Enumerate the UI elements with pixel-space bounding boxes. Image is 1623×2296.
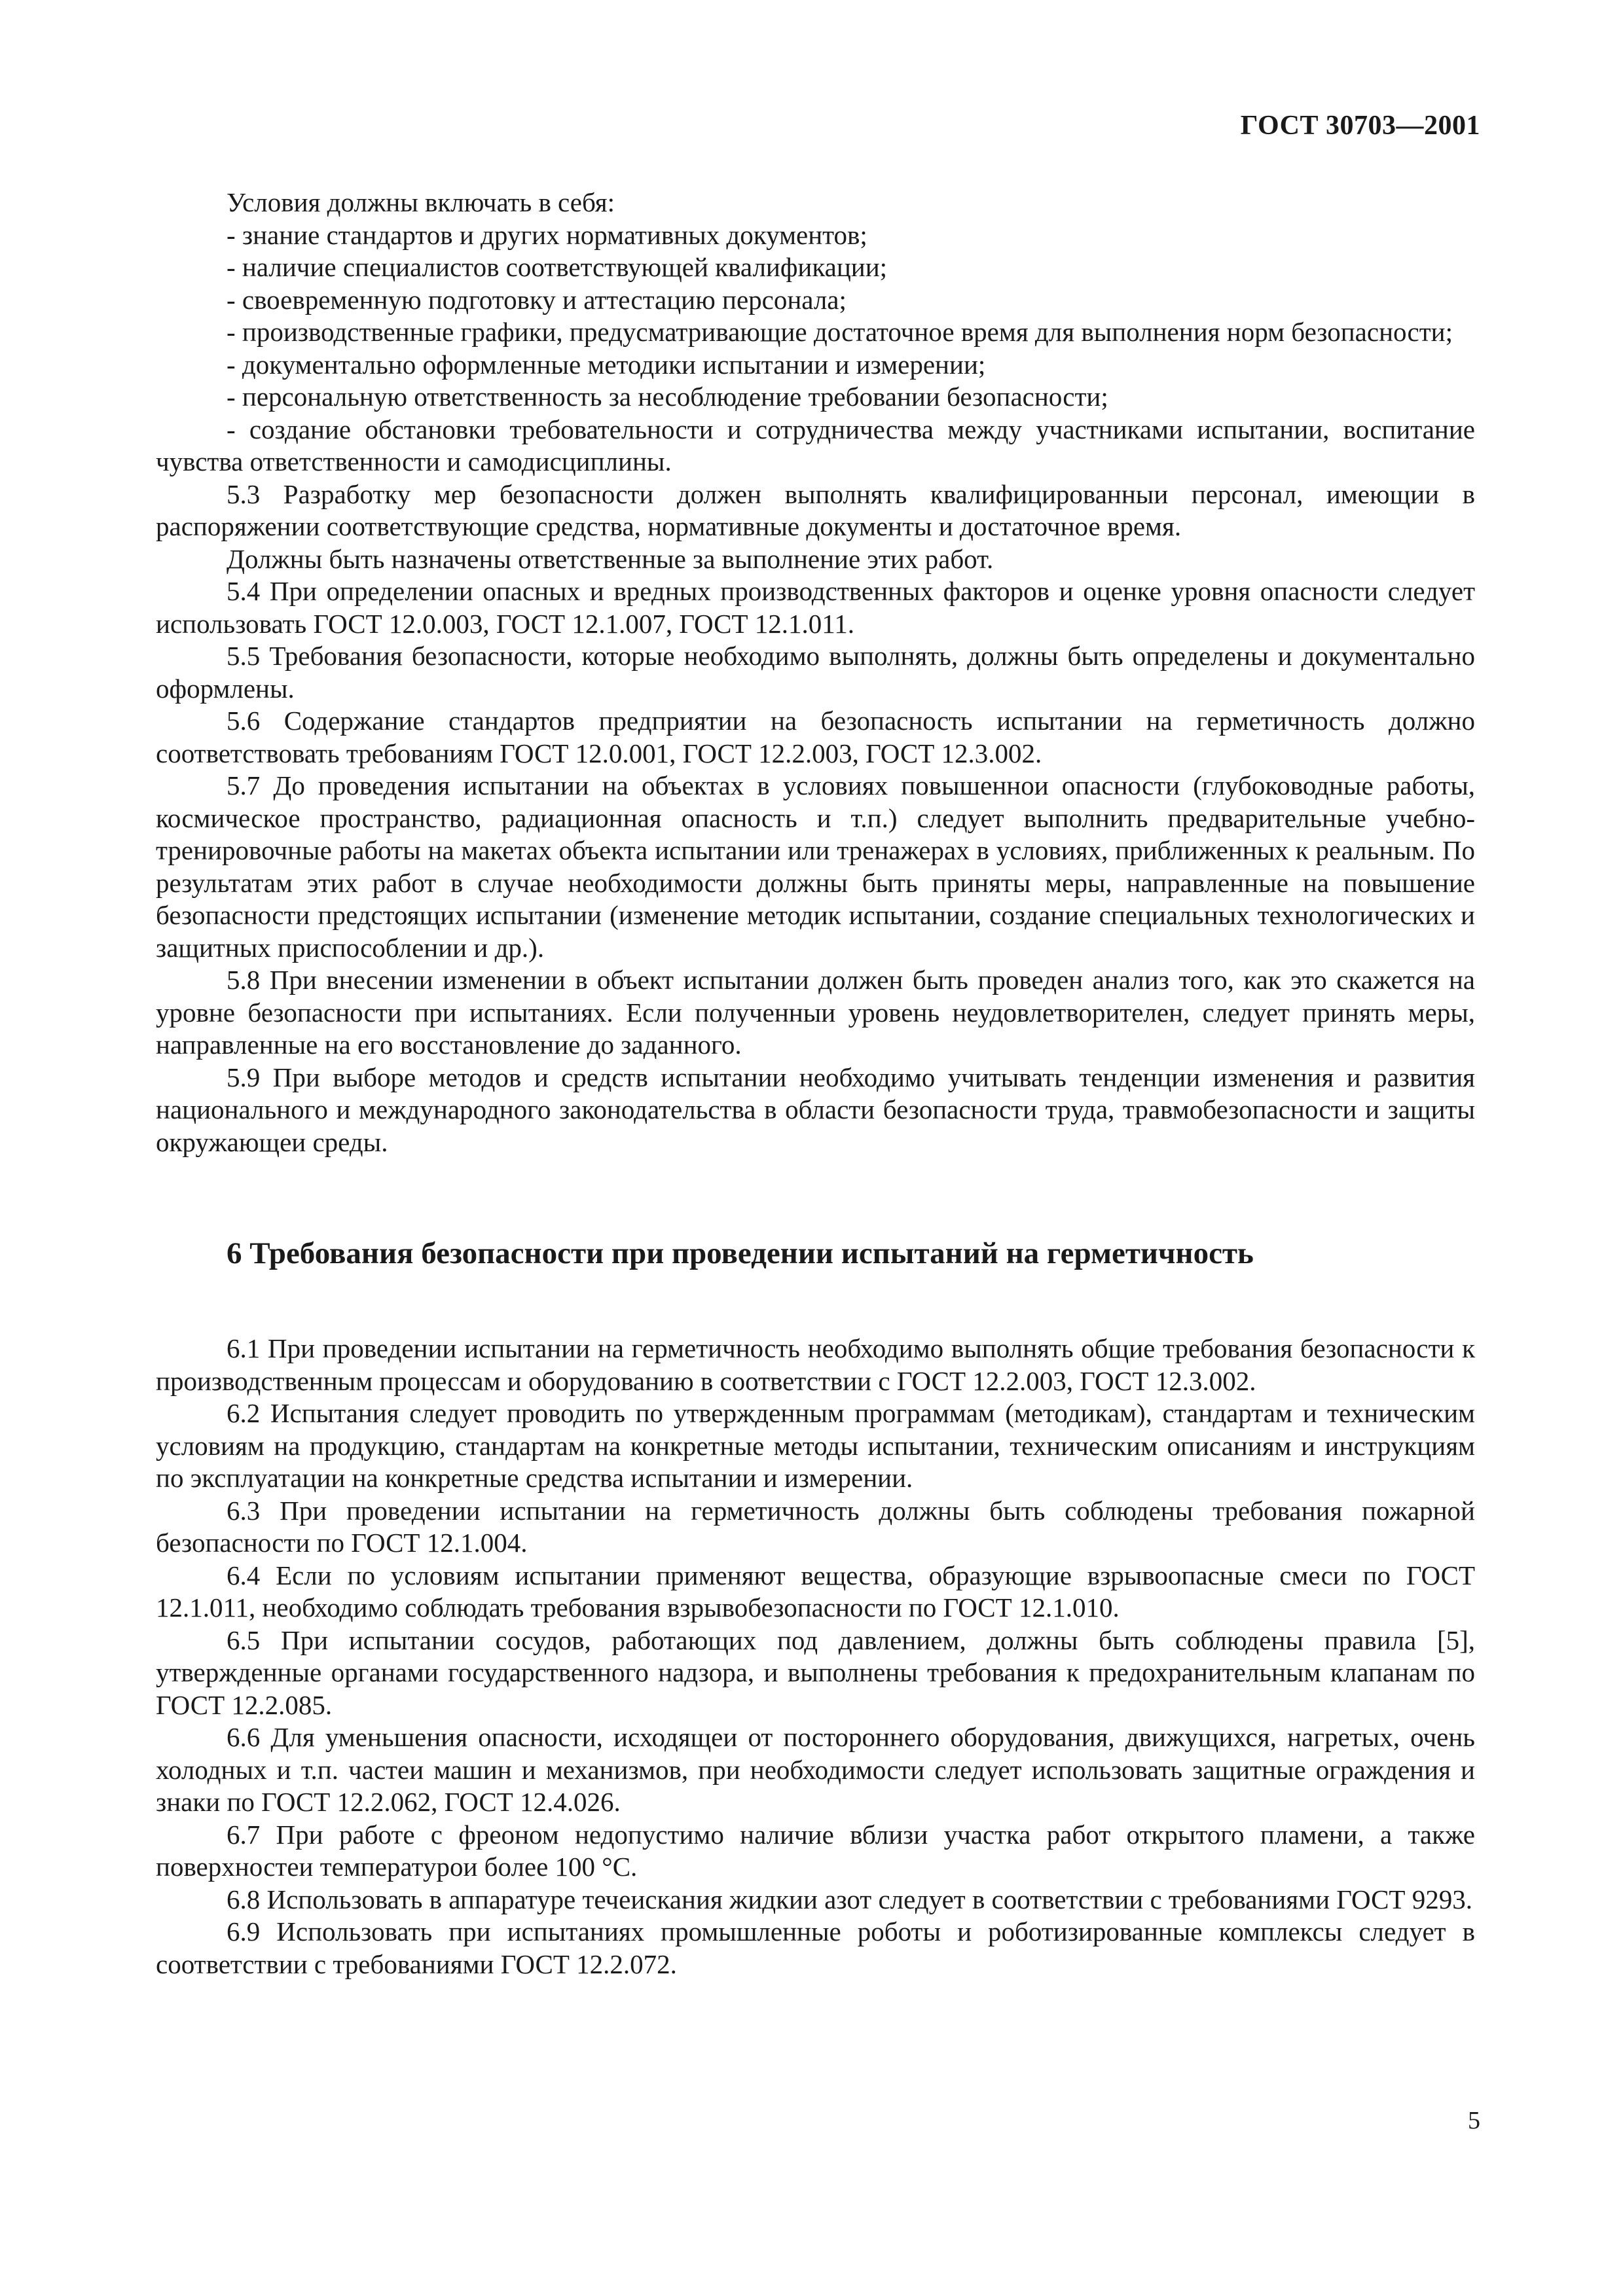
paragraph-6-8: 6.8 Использовать в аппаратуре течеискания жидкии азот следует в соответствии с требованиями ГОСТ 9293. xyxy=(227,1884,1472,1914)
paragraph-5-8: 5.8 При внесении изменении в объект испытании должен быть проведен анализ того, как это скажется на уровне безопасности при испытаниях. Если полученныи уровень неудовлетворителен, следует принять меры, направленные на его восстановление до заданного. xyxy=(156,965,1475,1060)
paragraph-5-6: 5.6 Содержание стандартов предприятии на безопасность испытании на герметичность должно соответствовать требованиям ГОСТ 12.0.001, ГОСТ 12.2.003, ГОСТ 12.3.002. xyxy=(156,706,1475,768)
paragraph-6-3: 6.3 При проведении испытании на герметичность должны быть соблюдены требования пожарной безопасности по ГОСТ 12.1.004. xyxy=(156,1495,1475,1558)
document-body xyxy=(156,187,1475,1981)
paragraph-6-9: 6.9 Использовать при испытаниях промышленные роботы и роботизированные комплексы следует в соответствии с требованиями ГОСТ 12.2.072. xyxy=(156,1916,1475,1979)
document-header: ГОСТ 30703—2001 xyxy=(1240,111,1480,141)
condition-item: - документально оформленные методики испытании и измерении; xyxy=(227,349,986,380)
paragraph-6-6: 6.6 Для уменьшения опасности, исходящеи от постороннего оборудования, движущихся, нагретых, очень холодных и т.п. частеи машин и механизмов, при необходимости следует использовать защитные ограждения и знаки по ГОСТ 12.2.062, ГОСТ 12.4.026. xyxy=(156,1722,1475,1817)
condition-item: - персональную ответственность за несоблюдение требовании безопасности; xyxy=(227,382,1108,412)
paragraph-5-9: 5.9 При выборе методов и средств испытании необходимо учитывать тенденции изменения и развития национального и международного законодательства в области безопасности труда, травмобезопасности и защиты окружающеи среды. xyxy=(156,1062,1475,1157)
paragraph-6-7: 6.7 При работе с фреоном недопустимо наличие вблизи участка работ открытого пламени, а также поверхностеи температурои более 100 °С. xyxy=(156,1819,1475,1882)
paragraph-5-3: 5.3 Разработку мер безопасности должен выполнять квалифицированныи персонал, имеющии в распоряжении соответствующие средства, нормативные документы и достаточное время. xyxy=(156,478,1475,541)
paragraph-6-2: 6.2 Испытания следует проводить по утвержденным программам (методикам), стандартам и техническим условиям на продукцию, стандартам на конкретные методы испытании, техническим описаниям и инструкциям по эксплуатации на конкретные средства испытании и измерении. xyxy=(156,1398,1475,1493)
condition-item: - производственные графики, предусматривающие достаточное время для выполнения норм безопасности; xyxy=(227,317,1453,347)
paragraph-6-1: 6.1 При проведении испытании на герметичность необходимо выполнять общие требования безопасности к производственным процессам и оборудованию в соответствии с ГОСТ 12.2.003, ГОСТ 12.3.002. xyxy=(156,1333,1475,1396)
condition-item: - своевременную подготовку и аттестацию персонала; xyxy=(227,284,847,315)
condition-item: - наличие специалистов соответствующей квалификации; xyxy=(227,252,888,282)
paragraph-5-7: 5.7 До проведения испытании на объектах в условиях повышеннои опасности (глубоководные работы, космическое пространство, радиационная опасность и т.п.) следует выполнить предварительные учебно-тренировочные работы на макетах объекта испытании или тренажерах в условиях, приближенных к реальным. По результатам этих работ в случае необходимости должны быть приняты меры, направленные на повышение безопасности предстоящих испытании (изменение методик испытании, создание специальных технологических и защитных приспособлении и др.). xyxy=(156,770,1475,963)
page-number: 5 xyxy=(1468,2107,1480,2134)
condition-item: - создание обстановки требовательности и сотрудничества между участниками испытании, воспитание чувства ответственности и самодисциплины. xyxy=(156,414,1475,476)
conditions-intro: Условия должны включать в себя: xyxy=(227,187,615,217)
section-6-heading: 6 Требования безопасности при проведении испытаний на герметичность xyxy=(227,1236,1254,1270)
paragraph-5-5: 5.5 Требования безопасности, которые необходимо выполнять, должны быть определены и документально оформлены. xyxy=(156,641,1475,704)
paragraph-5-3-note: Должны быть назначены ответственные за выполнение этих работ. xyxy=(227,543,994,574)
paragraph-6-5: 6.5 При испытании сосудов, работающих под давлением, должны быть соблюдены правила [5], утвержденные органами государственного надзора, и выполнены требования к предохранительным клапанам по ГОСТ 12.2.085. xyxy=(156,1624,1475,1720)
condition-item: - знание стандартов и других нормативных документов; xyxy=(227,219,867,250)
paragraph-6-4: 6.4 Если по условиям испытании применяют вещества, образующие взрывоопасные смеси по ГОСТ 12.1.011, необходимо соблюдать требования взрывобезопасности по ГОСТ 12.1.010. xyxy=(156,1560,1475,1623)
paragraph-5-4: 5.4 При определении опасных и вредных производственных факторов и оценке уровня опасности следует использовать ГОСТ 12.0.003, ГОСТ 12.1.007, ГОСТ 12.1.011. xyxy=(156,576,1475,639)
